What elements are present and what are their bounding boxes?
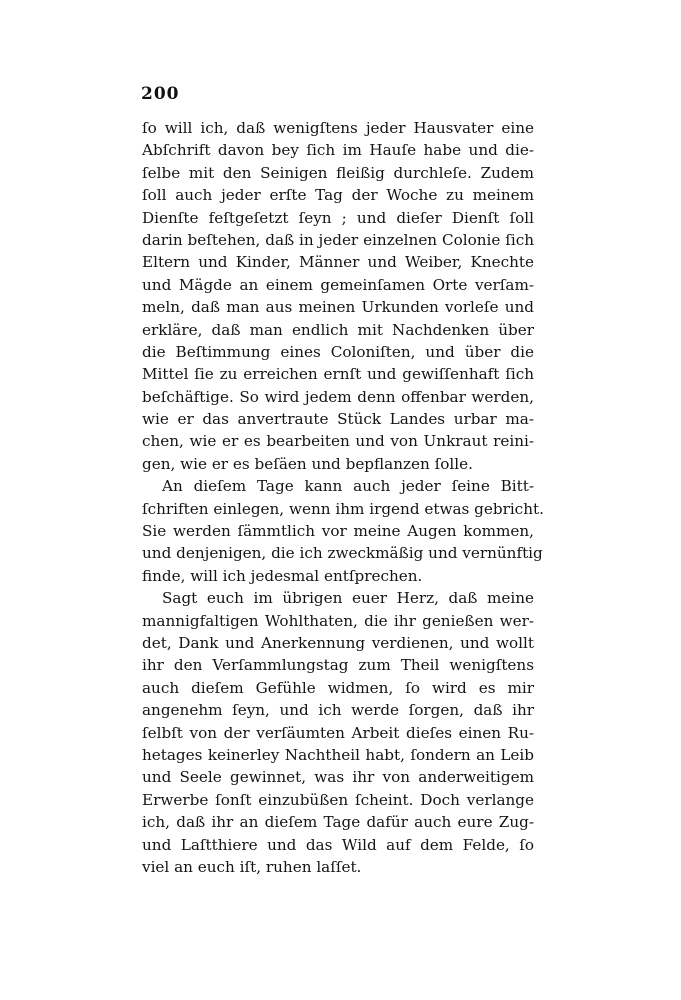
text-line: gen, wie er es beſäen und bepflanzen ſolle. bbox=[142, 454, 473, 473]
text-line: auch dieſem Gefühle widmen, ſo wird es mir bbox=[142, 678, 534, 697]
text-line: Eltern und Kinder, Männer und Weiber, Knechte bbox=[142, 253, 534, 272]
body-text bbox=[142, 117, 544, 878]
text-line: wie er das anvertraute Stück Landes urbar ma- bbox=[142, 410, 534, 429]
text-line: und denjenigen, die ich zweckmäßig und vernünftig bbox=[142, 544, 543, 563]
text-line: angenehm ſeyn, und ich werde ſorgen, daß ihr bbox=[142, 701, 534, 720]
text-line: chen, wie er es bearbeiten und von Unkraut reini- bbox=[142, 432, 534, 451]
text-line: An dieſem Tage kann auch jeder ſeine Bitt- bbox=[162, 477, 534, 496]
text-line: hetages keinerley Nachtheil habt, ſondern an Leib bbox=[142, 745, 534, 764]
page-number: 200 bbox=[141, 84, 180, 104]
text-line: Erwerbe ſonſt einzubüßen ſcheint. Doch verlange bbox=[142, 790, 534, 809]
text-line: viel an euch iſt, ruhen laſſet. bbox=[142, 857, 362, 876]
text-line: darin beſtehen, daß in jeder einzelnen Colonie ſich bbox=[142, 230, 534, 249]
text-line: ſo will ich, daß wenigſtens jeder Hausvater eine bbox=[142, 119, 534, 137]
text-line: ſelbe mit den Seinigen fleißig durchleſe. Zudem bbox=[142, 163, 534, 182]
text-line: und Seele gewinnet, was ihr von anderweitigem bbox=[142, 768, 534, 787]
text-line: Sie werden ſämmtlich vor meine Augen kommen, bbox=[142, 522, 534, 541]
text-line: ſchriften einlegen, wenn ihm irgend etwas gebricht. bbox=[142, 499, 544, 518]
text-line: erkläre, daß man endlich mit Nachdenken über bbox=[142, 320, 534, 339]
text-line: und Mägde an einem gemeinſamen Orte verſam- bbox=[142, 275, 534, 294]
text-line: det, Dank und Anerkennung verdienen, und wollt bbox=[142, 633, 534, 652]
text-line: meln, daß man aus meinen Urkunden vorleſe und bbox=[142, 298, 534, 317]
text-line: ſoll auch jeder erſte Tag der Woche zu meinem bbox=[142, 186, 534, 205]
text-line: ihr den Verſammlungstag zum Theil wenigſtens bbox=[142, 656, 534, 675]
text-line: mannigfaltigen Wohlthaten, die ihr genießen wer- bbox=[142, 611, 534, 630]
text-line: Mittel ſie zu erreichen ernſt und gewiſſenhaft ſich bbox=[142, 365, 534, 384]
text-line: finde, will ich jedesmal entſprechen. bbox=[142, 566, 423, 585]
text-line: ſelbſt von der verſäumten Arbeit dieſes einen Ru- bbox=[142, 723, 534, 742]
text-line: die Beſtimmung eines Coloniſten, und über die bbox=[142, 342, 534, 361]
text-line: ich, daß ihr an dieſem Tage dafür auch eure Zug- bbox=[142, 813, 534, 832]
text-line: Abſchrift davon bey ſich im Hauſe habe und die- bbox=[142, 141, 534, 160]
text-line: und Laſtthiere und das Wild auf dem Felde, ſo bbox=[142, 835, 534, 854]
text-line: beſchäftige. So wird jedem denn offenbar werden, bbox=[142, 387, 534, 406]
text-line: Dienſte feſtgeſetzt ſeyn ; und dieſer Dienſt ſoll bbox=[142, 208, 534, 227]
text-line: Sagt euch im übrigen euer Herz, daß meine bbox=[162, 589, 534, 608]
